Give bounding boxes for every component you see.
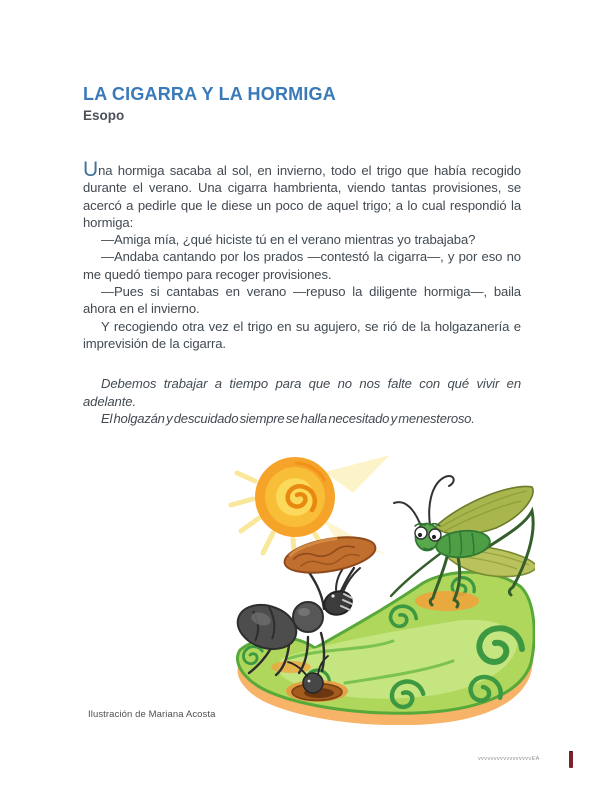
orange-patch-grasshopper — [415, 591, 479, 611]
illustration-credit: Ilustración de Mariana Acosta — [88, 709, 216, 720]
moral-line-1: Debemos trabajar a tiempo para que no nos falte con qué vivir en adelante. — [83, 376, 521, 409]
story-text — [83, 158, 521, 427]
moral-line-2: El holgazán y descuidado siempre se halla necesitado y menesteroso. — [101, 410, 475, 426]
page-microtext: vvvvvvvvvvvvvvvvvEA — [478, 756, 540, 762]
cookie — [282, 531, 378, 578]
drop-cap: U — [83, 158, 99, 181]
paragraph-dialog-1: —Amiga mía, ¿qué hiciste tú en el verano mientras yo trabajaba? — [101, 232, 476, 248]
paragraph-intro — [83, 158, 521, 231]
ant-thorax — [293, 602, 323, 632]
fable-illustration — [195, 445, 535, 725]
paragraph-dialog-2: —Andaba cantando por los prados —contestó la cigarra—, y por eso no me quedó tiempo para recoger provisiones. — [83, 249, 521, 282]
page-edge-marker — [569, 752, 573, 768]
paragraph-intro-text: na hormiga sacaba al sol, en invierno, todo el trigo que había recogido durante el verano. Una cigarra hambrienta, viendo tantas provisiones, se acercó a pedirle que le diese un poco de aquel trigo; a lo cual respondió la hormiga: — [83, 163, 521, 230]
author-name: Esopo — [83, 108, 125, 123]
page-title: LA CIGARRA Y LA HORMIGA — [83, 84, 336, 104]
moral-block — [83, 375, 521, 427]
illustration-svg — [195, 445, 535, 725]
paragraph-closing: Y recogiendo otra vez el trigo en su agujero, se rió de la holgazanería e imprevisión de la cigarra. — [83, 318, 521, 351]
paragraph-dialog-3: —Pues si cantabas en verano —repuso la diligente hormiga—, baila ahora en el invierno. — [83, 284, 521, 317]
